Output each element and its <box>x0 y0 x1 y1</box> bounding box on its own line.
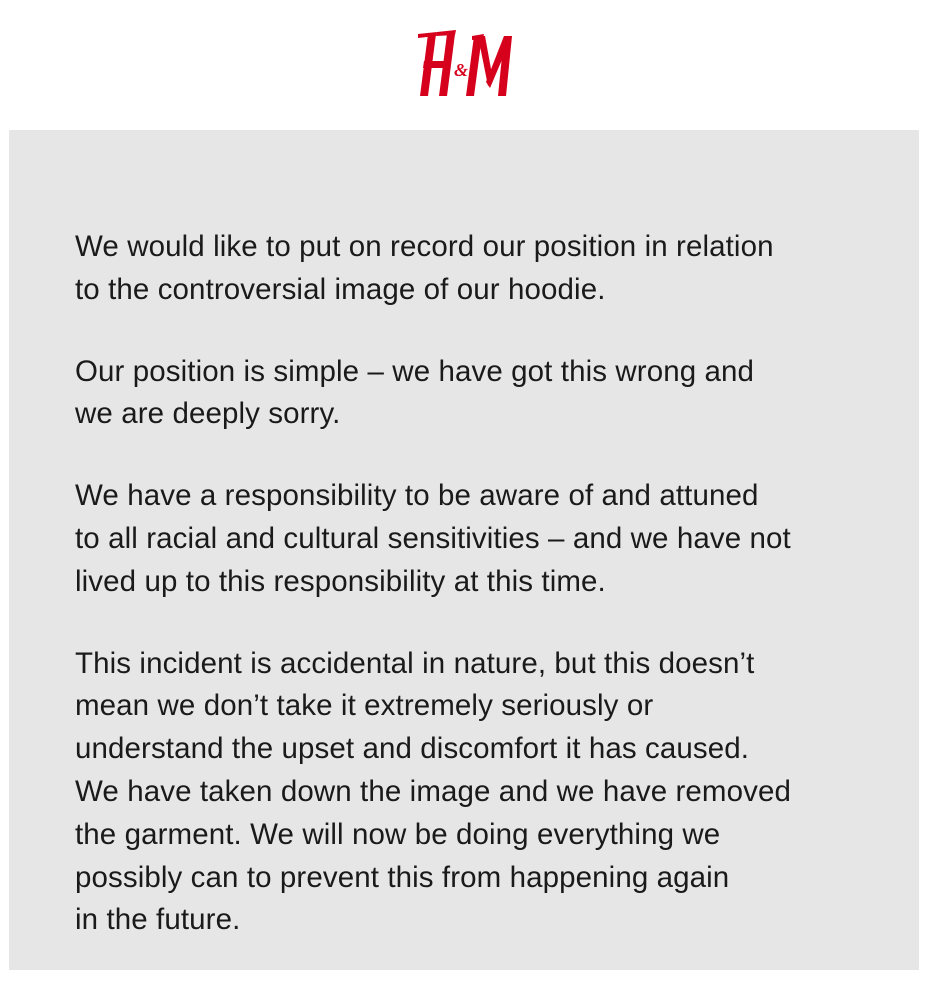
text-line: we are deeply sorry. <box>75 397 341 431</box>
paragraph-3 <box>75 475 875 603</box>
statement-text <box>75 226 875 981</box>
svg-text:&: & <box>453 60 468 80</box>
text-line: to all racial and cultural sensitivities – and we have not <box>75 521 791 555</box>
text-line: We would like to put on record our position in relation <box>75 230 774 263</box>
text-line: the garment. We will now be doing everything we <box>75 817 721 851</box>
text-line: Our position is simple – we have got this wrong and <box>75 354 755 388</box>
text-line: in the future. <box>75 903 241 937</box>
text-line: We have a responsibility to be aware of and attuned <box>75 479 759 513</box>
text-line: understand the upset and discomfort it has caused. <box>75 732 750 766</box>
text-line: We have taken down the image and we have removed <box>75 774 791 808</box>
hm-logo <box>414 30 514 104</box>
paragraph-2 <box>75 351 875 437</box>
text-line: This incident is accidental in nature, but this doesn’t <box>75 646 755 680</box>
text-line: lived up to this responsibility at this time. <box>75 564 606 598</box>
text-line: possibly can to prevent this from happening again <box>75 860 730 894</box>
brand-logo <box>0 30 927 110</box>
paragraph-4 <box>75 643 875 943</box>
paragraph-1 <box>75 226 875 312</box>
text-line: mean we don’t take it extremely seriously or <box>75 689 654 723</box>
text-line: to the controversial image of our hoodie. <box>75 272 606 306</box>
